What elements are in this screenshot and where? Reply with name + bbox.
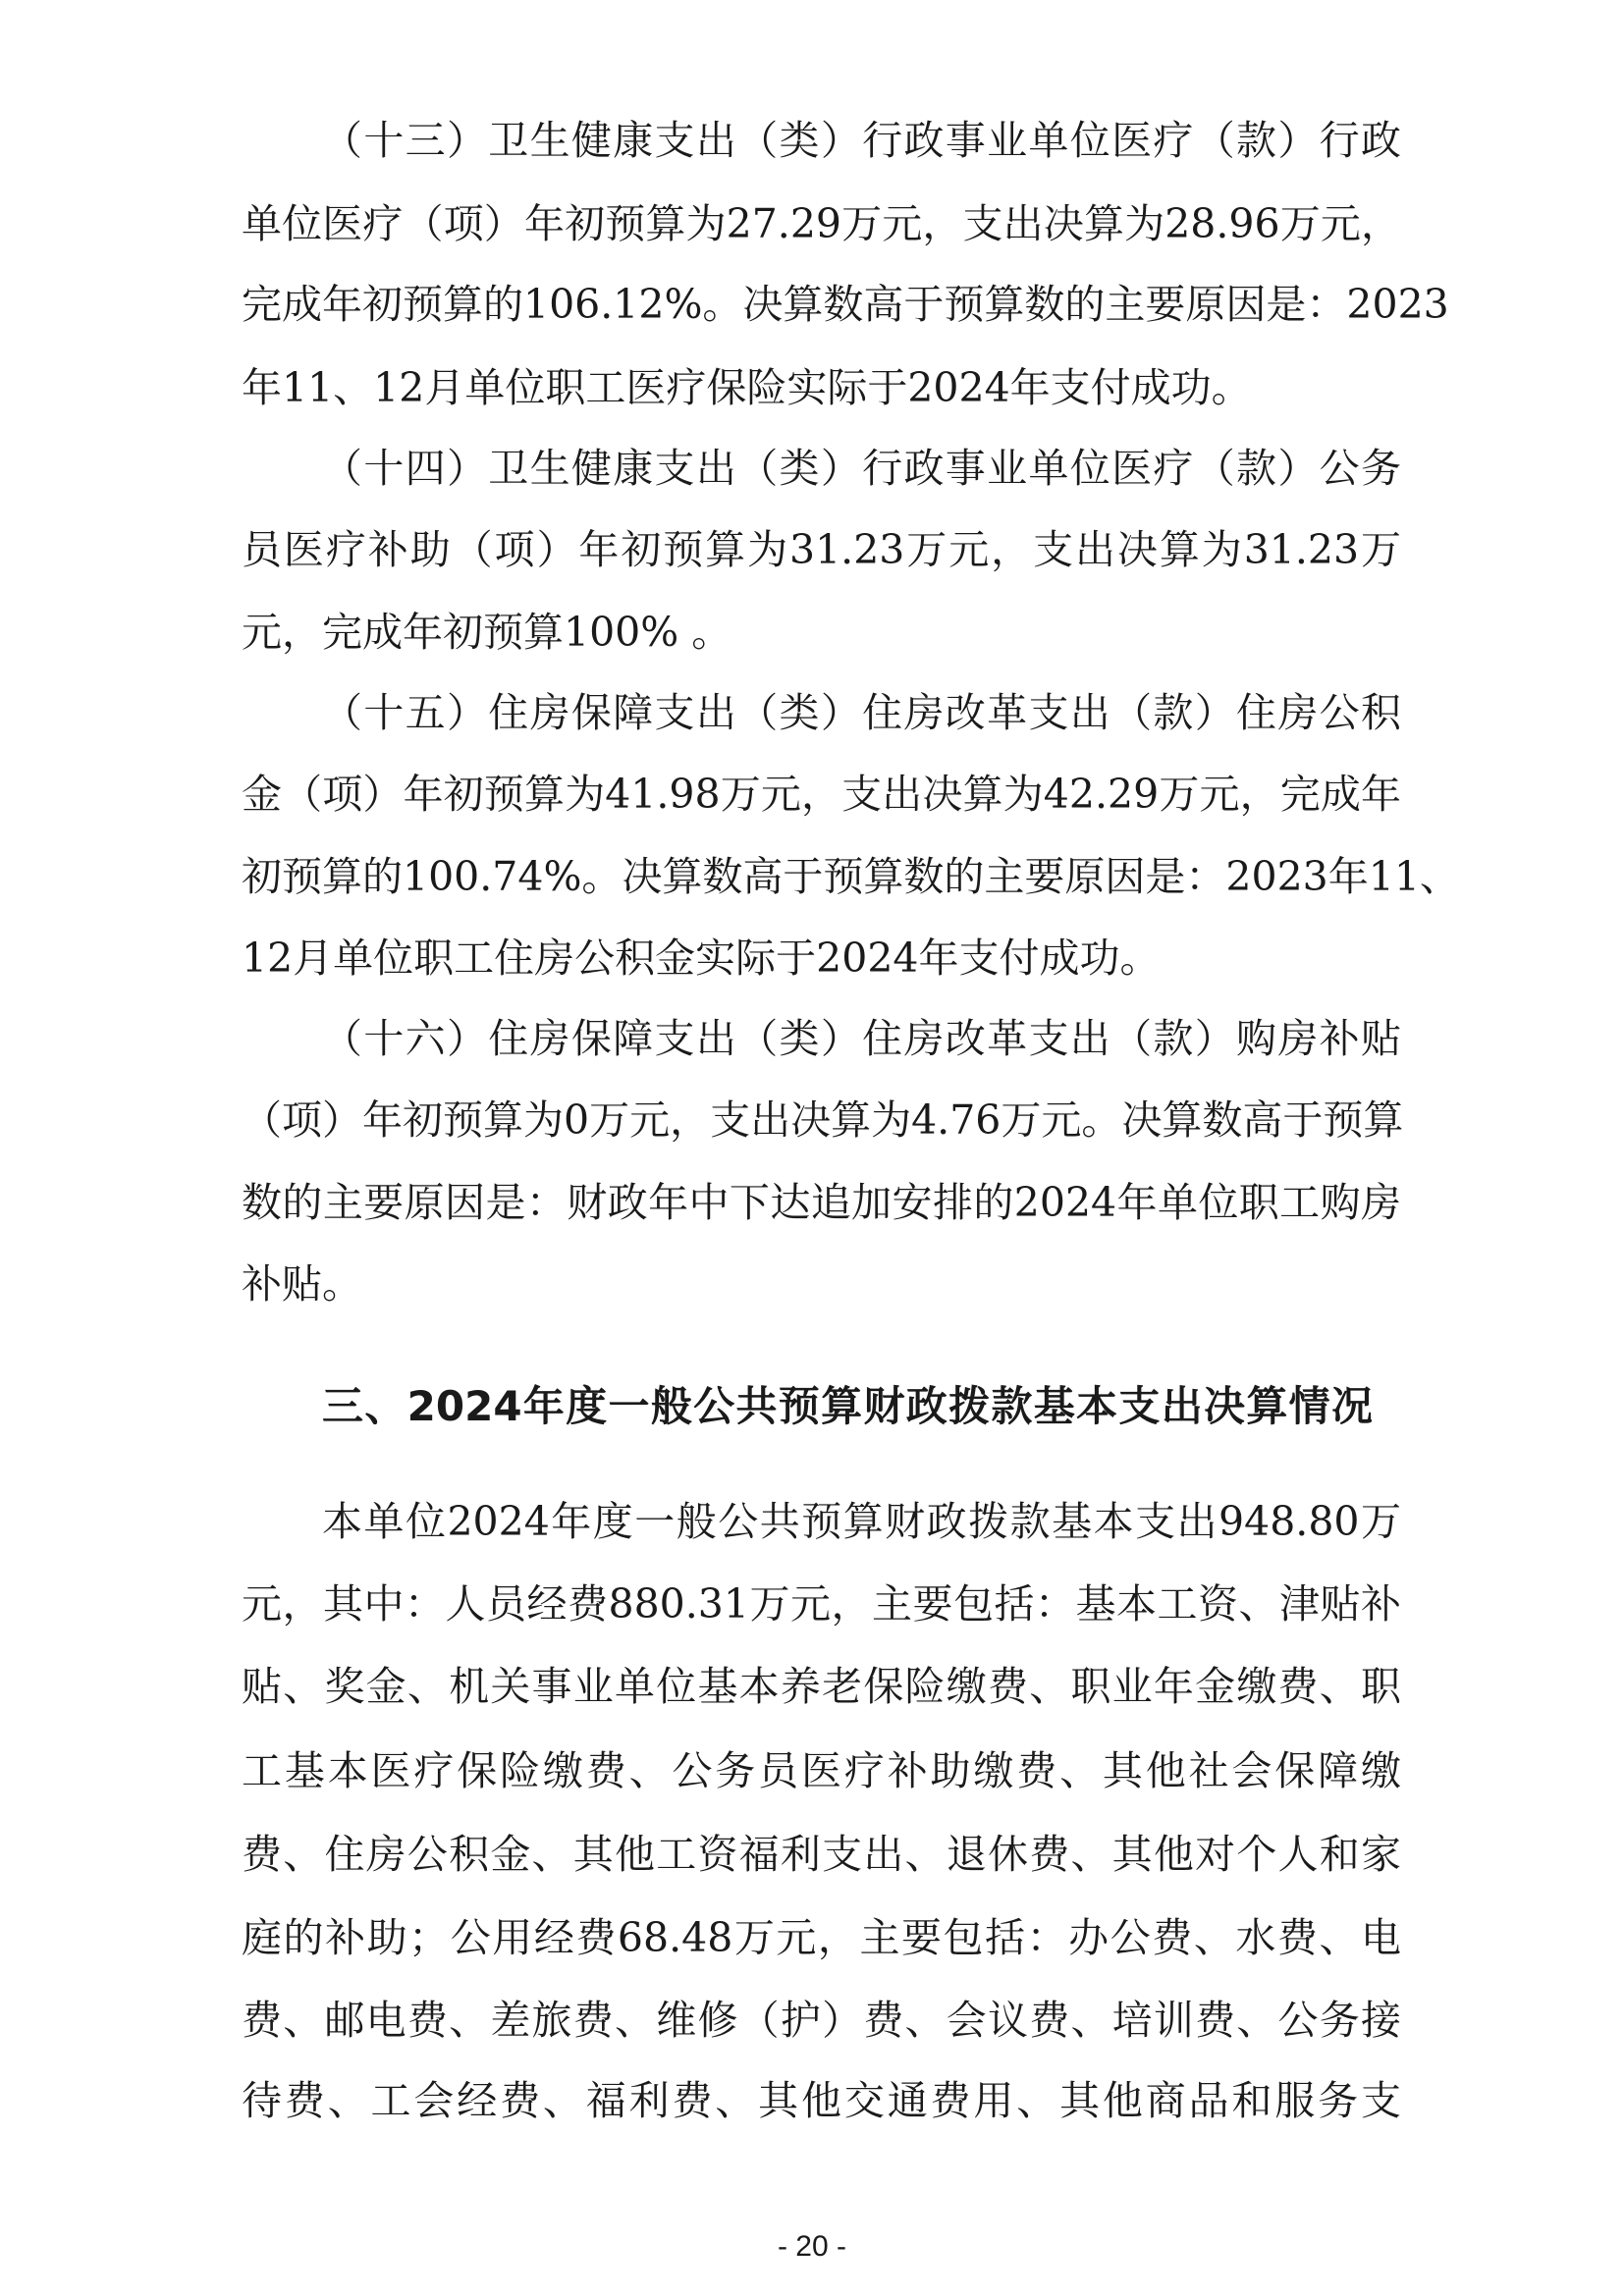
section-heading: 三、2024年度一般公共预算财政拨款基本支出决算情况 (322, 1382, 1373, 1430)
text-line: （十三）卫生健康支出（类）行政事业单位医疗（款）行政 (322, 117, 1401, 164)
text-line: 单位医疗（项）年初预算为27.29万元，支出决算为28.96万元， (242, 200, 1401, 247)
text-line: 元，完成年初预算100% 。 (242, 609, 732, 656)
text-line: 完成年初预算的106.12%。决算数高于预算数的主要原因是：2023 (242, 281, 1449, 328)
text-line: 补贴。 (242, 1260, 362, 1308)
text-line: （十五）住房保障支出（类）住房改革支出（款）住房公积 (322, 689, 1401, 736)
text-line: 12月单位职工住房公积金实际于2024年支付成功。 (242, 934, 1161, 982)
text-line: 年11、12月单位职工医疗保险实际于2024年支付成功。 (242, 364, 1252, 411)
text-line: 贴、奖金、机关事业单位基本养老保险缴费、职业年金缴费、职 (242, 1663, 1401, 1710)
text-line: 元，其中：人员经费880.31万元，主要包括：基本工资、津贴补 (242, 1580, 1401, 1628)
text-line: （十四）卫生健康支出（类）行政事业单位医疗（款）公务 (322, 445, 1401, 492)
text-line: 数的主要原因是：财政年中下达追加安排的2024年单位职工购房 (242, 1179, 1401, 1226)
text-line: 员医疗补助（项）年初预算为31.23万元，支出决算为31.23万 (242, 526, 1401, 573)
text-line: （十六）住房保障支出（类）住房改革支出（款）购房补贴 (322, 1015, 1401, 1062)
text-line: 本单位2024年度一般公共预算财政拨款基本支出948.80万 (322, 1498, 1401, 1545)
text-line: 庭的补助；公用经费68.48万元，主要包括：办公费、水费、电 (242, 1914, 1401, 1961)
text-line: 金（项）年初预算为41.98万元，支出决算为42.29万元，完成年 (242, 771, 1401, 818)
page-number: - 20 - (777, 2230, 847, 2263)
text-line: 费、住房公积金、其他工资福利支出、退休费、其他对个人和家 (242, 1831, 1401, 1878)
text-line: 待费、工会经费、福利费、其他交通费用、其他商品和服务支 (242, 2077, 1401, 2124)
text-line: 初预算的100.74%。决算数高于预算数的主要原因是：2023年11、 (242, 853, 1460, 900)
text-line: 费、邮电费、差旅费、维修（护）费、会议费、培训费、公务接 (242, 1997, 1401, 2044)
text-line: （项）年初预算为0万元，支出决算为4.76万元。决算数高于预算 (242, 1096, 1404, 1144)
text-line: 工基本医疗保险缴费、公务员医疗补助缴费、其他社会保障缴 (242, 1747, 1401, 1794)
